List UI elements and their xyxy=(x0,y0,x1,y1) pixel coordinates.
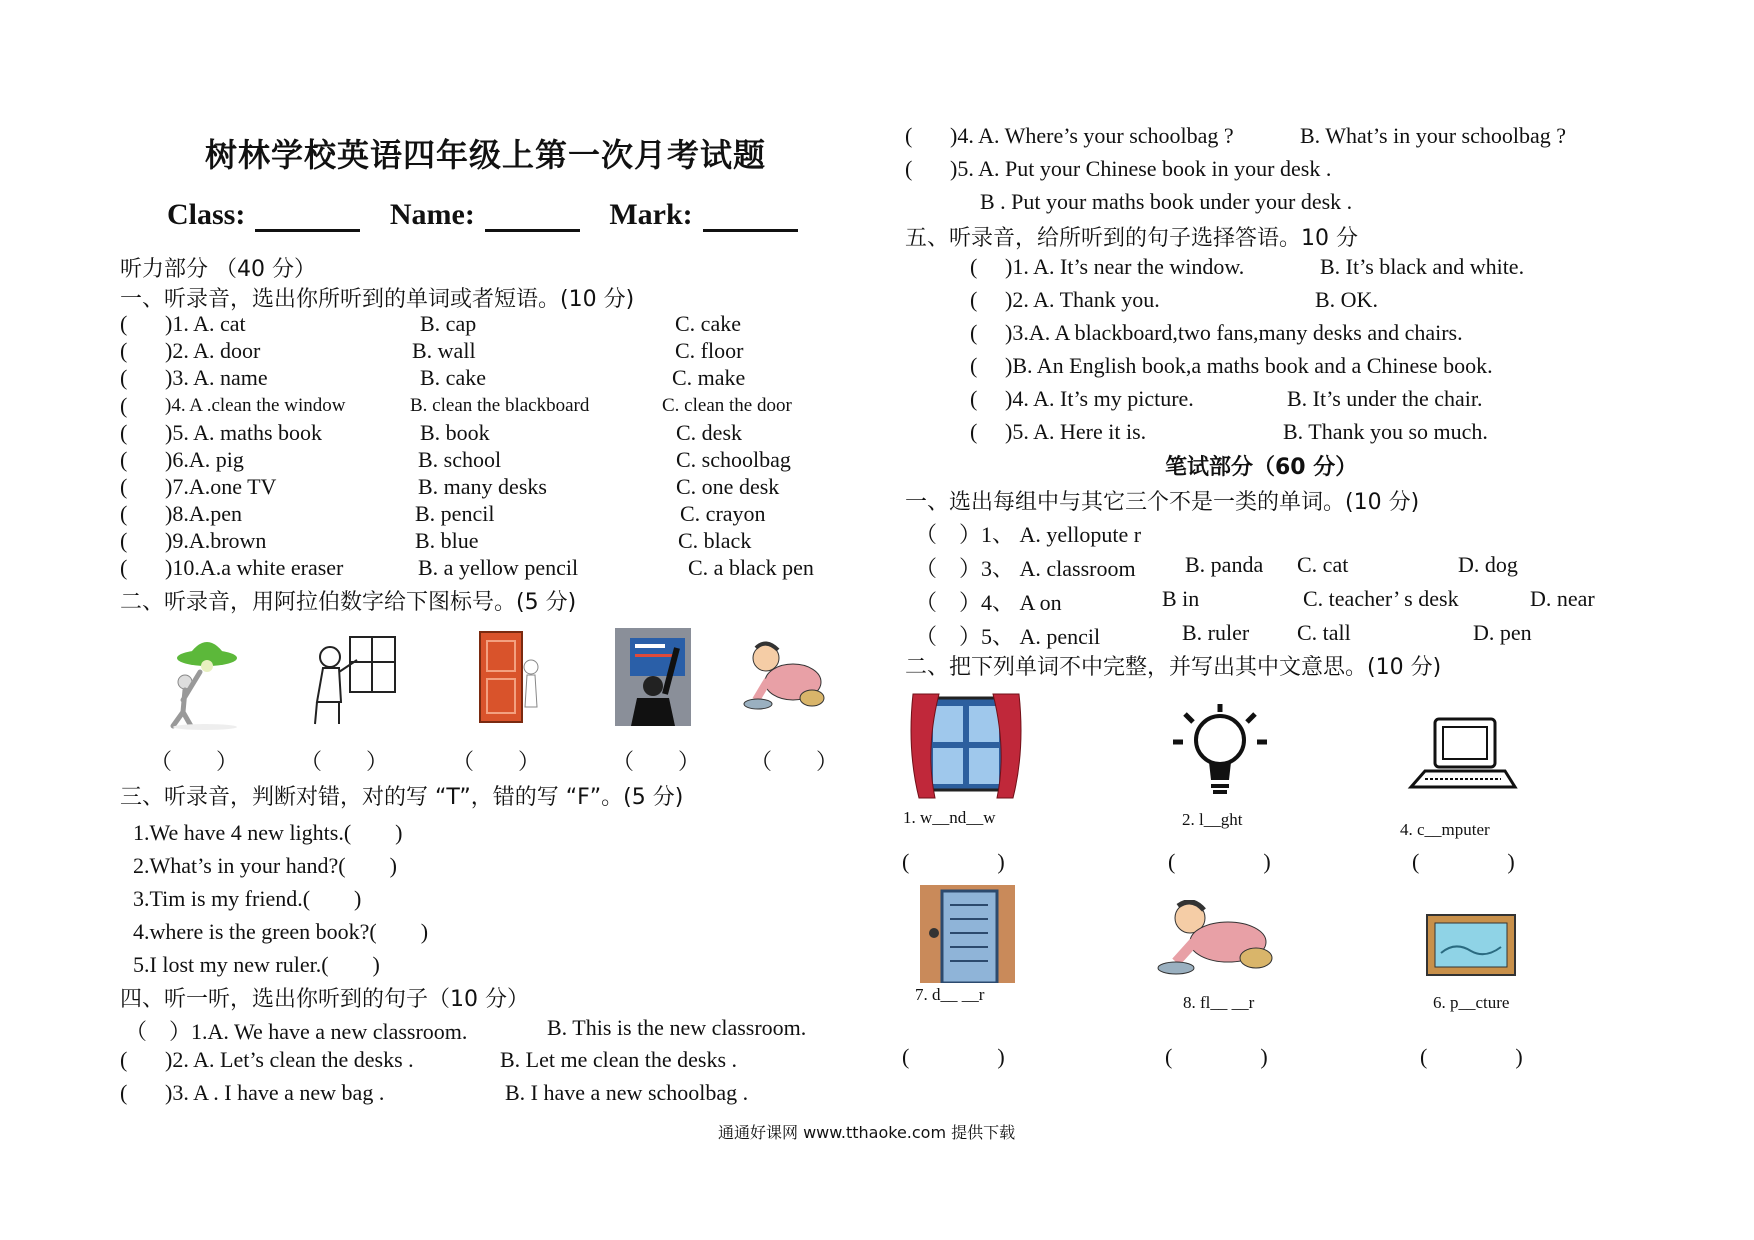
list-item: )1. A. cat xyxy=(165,311,246,336)
list-item: )8.A.pen xyxy=(165,501,242,526)
name-blank[interactable] xyxy=(485,203,580,232)
word-label: 6. p__cture xyxy=(1433,993,1510,1012)
answer-paren[interactable]: （ ） xyxy=(452,749,541,774)
word-label: 7. d__ __r xyxy=(915,985,985,1004)
option-b: B. many desks xyxy=(418,474,547,499)
option-b: B. school xyxy=(418,447,502,472)
class-blank[interactable] xyxy=(255,203,360,232)
option-b: B. a yellow pencil xyxy=(418,555,579,580)
list-item: )B. An English book,a maths book and a Chinese book. xyxy=(1005,353,1493,378)
option-c: C. black xyxy=(678,528,752,553)
answer-paren[interactable]: ( ) xyxy=(1168,849,1271,874)
option-d: D. near xyxy=(1530,586,1595,611)
computer-picture xyxy=(1405,715,1520,805)
answer-paren[interactable]: （ ） xyxy=(150,749,239,774)
option-b: B in xyxy=(1162,586,1200,611)
list-item: )2. A. Thank you. xyxy=(1005,287,1160,312)
option-c: C. one desk xyxy=(676,474,780,499)
door-picture xyxy=(475,627,545,727)
word-label: 4. c__mputer xyxy=(1400,820,1490,839)
word-label: 8. fl__ __r xyxy=(1183,993,1255,1012)
option-c: C. clean the door xyxy=(662,395,792,416)
picture-frame-picture xyxy=(1425,913,1517,978)
name-label: Name: xyxy=(389,198,475,231)
list-item: （ ）4、 A on xyxy=(915,590,1062,615)
list-item: )2. A. Let’s clean the desks . xyxy=(165,1047,414,1072)
list-item: )2. A. door xyxy=(165,338,261,363)
option-b: B. blue xyxy=(415,528,479,553)
option-c: C. a black pen xyxy=(688,555,814,580)
list-item: )1. A. It’s near the window. xyxy=(1005,254,1245,279)
answer-paren[interactable]: （ ） xyxy=(750,749,839,774)
part5-heading: 五、听录音，给所听到的句子选择答语。10 分 xyxy=(905,226,1358,251)
option-b: B. book xyxy=(420,420,490,445)
part2-heading: 二、听录音，用阿拉伯数字给下图标号。(5 分) xyxy=(120,590,577,615)
part4-heading: 四、听一听，选出你听到的句子（10 分） xyxy=(120,987,529,1012)
option-d: D. dog xyxy=(1458,552,1518,577)
list-item: 5.I lost my new ruler.( ) xyxy=(133,952,380,977)
option-b: B. It’s under the chair. xyxy=(1287,386,1483,411)
option-b: B. clean the blackboard xyxy=(410,395,590,416)
option-b: B. pencil xyxy=(415,501,495,526)
lightbulb-picture xyxy=(1165,700,1275,805)
word-label: 2. l__ght xyxy=(1182,810,1243,829)
option-c: C. crayon xyxy=(680,501,766,526)
option-c: C. teacher’ s desk xyxy=(1303,586,1459,611)
list-item: )4. A. It’s my picture. xyxy=(1005,386,1194,411)
option-c: C. schoolbag xyxy=(676,447,791,472)
option-c: C. cake xyxy=(675,311,741,336)
list-item: )6.A. pig xyxy=(165,447,244,472)
list-item: )10.A.a white eraser xyxy=(165,555,344,580)
list-item: )7.A.one TV xyxy=(165,474,277,499)
answer-paren[interactable]: ( ) xyxy=(1420,1044,1523,1069)
window-picture xyxy=(905,690,1027,800)
option-b: B. panda xyxy=(1185,552,1264,577)
w1-heading: 一、选出每组中与其它三个不是一类的单词。(10 分) xyxy=(905,490,1420,515)
list-item: （ ）1、 A. yellopute r xyxy=(915,522,1142,547)
option-d: D. pen xyxy=(1473,620,1532,645)
list-item: )5. A. Here it is. xyxy=(1005,419,1147,444)
list-item: )4. A. Where’s your schoolbag ? xyxy=(950,123,1234,148)
word-label: 1. w__nd__w xyxy=(903,808,996,827)
footer: 通通好课网 www.tthaoke.com 提供下载 xyxy=(718,1123,1016,1142)
list-item: )4. A .clean the window xyxy=(165,395,346,416)
option-c: C. tall xyxy=(1297,620,1351,645)
option-b: B. ruler xyxy=(1182,620,1250,645)
list-item: )9.A.brown xyxy=(165,528,267,553)
answer-paren[interactable]: ( ) xyxy=(902,849,1005,874)
answer-paren[interactable]: ( ) xyxy=(1412,849,1515,874)
option-b: B . Put your maths book under your desk . xyxy=(980,189,1353,214)
option-b: B. cap xyxy=(420,311,477,336)
option-b: B. Thank you so much. xyxy=(1283,419,1488,444)
blackboard-cleaning-picture xyxy=(615,628,691,726)
answer-paren[interactable]: （ ） xyxy=(300,749,389,774)
option-c: C. floor xyxy=(675,338,744,363)
door-blue-picture xyxy=(920,885,1015,983)
option-b: B. wall xyxy=(412,338,476,363)
option-b: B. This is the new classroom. xyxy=(547,1015,807,1040)
lamp-picture xyxy=(165,630,240,730)
option-b: B. What’s in your schoolbag ? xyxy=(1300,123,1566,148)
list-item: )5. A. maths book xyxy=(165,420,323,445)
list-item: （ ）1.A. We have a new classroom. xyxy=(125,1019,468,1044)
list-item: 2.What’s in your hand?( ) xyxy=(133,853,397,878)
list-item: 1.We have 4 new lights.( ) xyxy=(133,820,403,845)
listening-header: 听力部分 （40 分） xyxy=(120,257,316,282)
option-b: B. It’s black and white. xyxy=(1320,254,1525,279)
list-item: 4.where is the green book?( ) xyxy=(133,919,429,944)
option-b: B. OK. xyxy=(1315,287,1378,312)
answer-paren[interactable]: ( ) xyxy=(902,1044,1005,1069)
mark-label: Mark: xyxy=(609,198,693,231)
floor-cleaning-picture xyxy=(738,640,828,715)
list-item: )3. A . I have a new bag . xyxy=(165,1080,385,1105)
list-item: )3.A. A blackboard,two fans,many desks and chairs. xyxy=(1005,320,1463,345)
w2-heading: 二、把下列单词不中完整，并写出其中文意思。(10 分) xyxy=(905,655,1442,680)
option-c: C. make xyxy=(672,365,746,390)
list-item: （ ）3、 A. classroom xyxy=(915,556,1136,581)
option-b: B. cake xyxy=(420,365,486,390)
part1-heading: 一、听录音，选出你所听到的单词或者短语。(10 分) xyxy=(120,287,635,312)
list-item: )5. A. Put your Chinese book in your desk . xyxy=(950,156,1332,181)
floor-cleaning-picture xyxy=(1150,900,1280,980)
student-fields xyxy=(167,198,820,232)
list-item: 3.Tim is my friend.( ) xyxy=(133,886,362,911)
part3-heading: 三、听录音，判断对错，对的写 “T”，错的写 “F”。(5 分) xyxy=(120,785,684,810)
mark-blank[interactable] xyxy=(703,203,798,232)
option-b: B. Let me clean the desks . xyxy=(500,1047,738,1072)
written-header: 笔试部分（60 分） xyxy=(1165,455,1358,480)
list-item: )3. A. name xyxy=(165,365,268,390)
class-label: Class: xyxy=(167,198,246,231)
list-item: （ ）5、 A. pencil xyxy=(915,624,1101,649)
answer-paren[interactable]: ( ) xyxy=(1165,1044,1268,1069)
option-c: C. desk xyxy=(676,420,742,445)
option-c: C. cat xyxy=(1297,552,1349,577)
option-b: B. I have a new schoolbag . xyxy=(505,1080,749,1105)
page-title: 树林学校英语四年级上第一次月考试题 xyxy=(205,136,767,174)
window-cleaning-picture xyxy=(305,632,400,727)
answer-paren[interactable]: （ ） xyxy=(612,749,701,774)
